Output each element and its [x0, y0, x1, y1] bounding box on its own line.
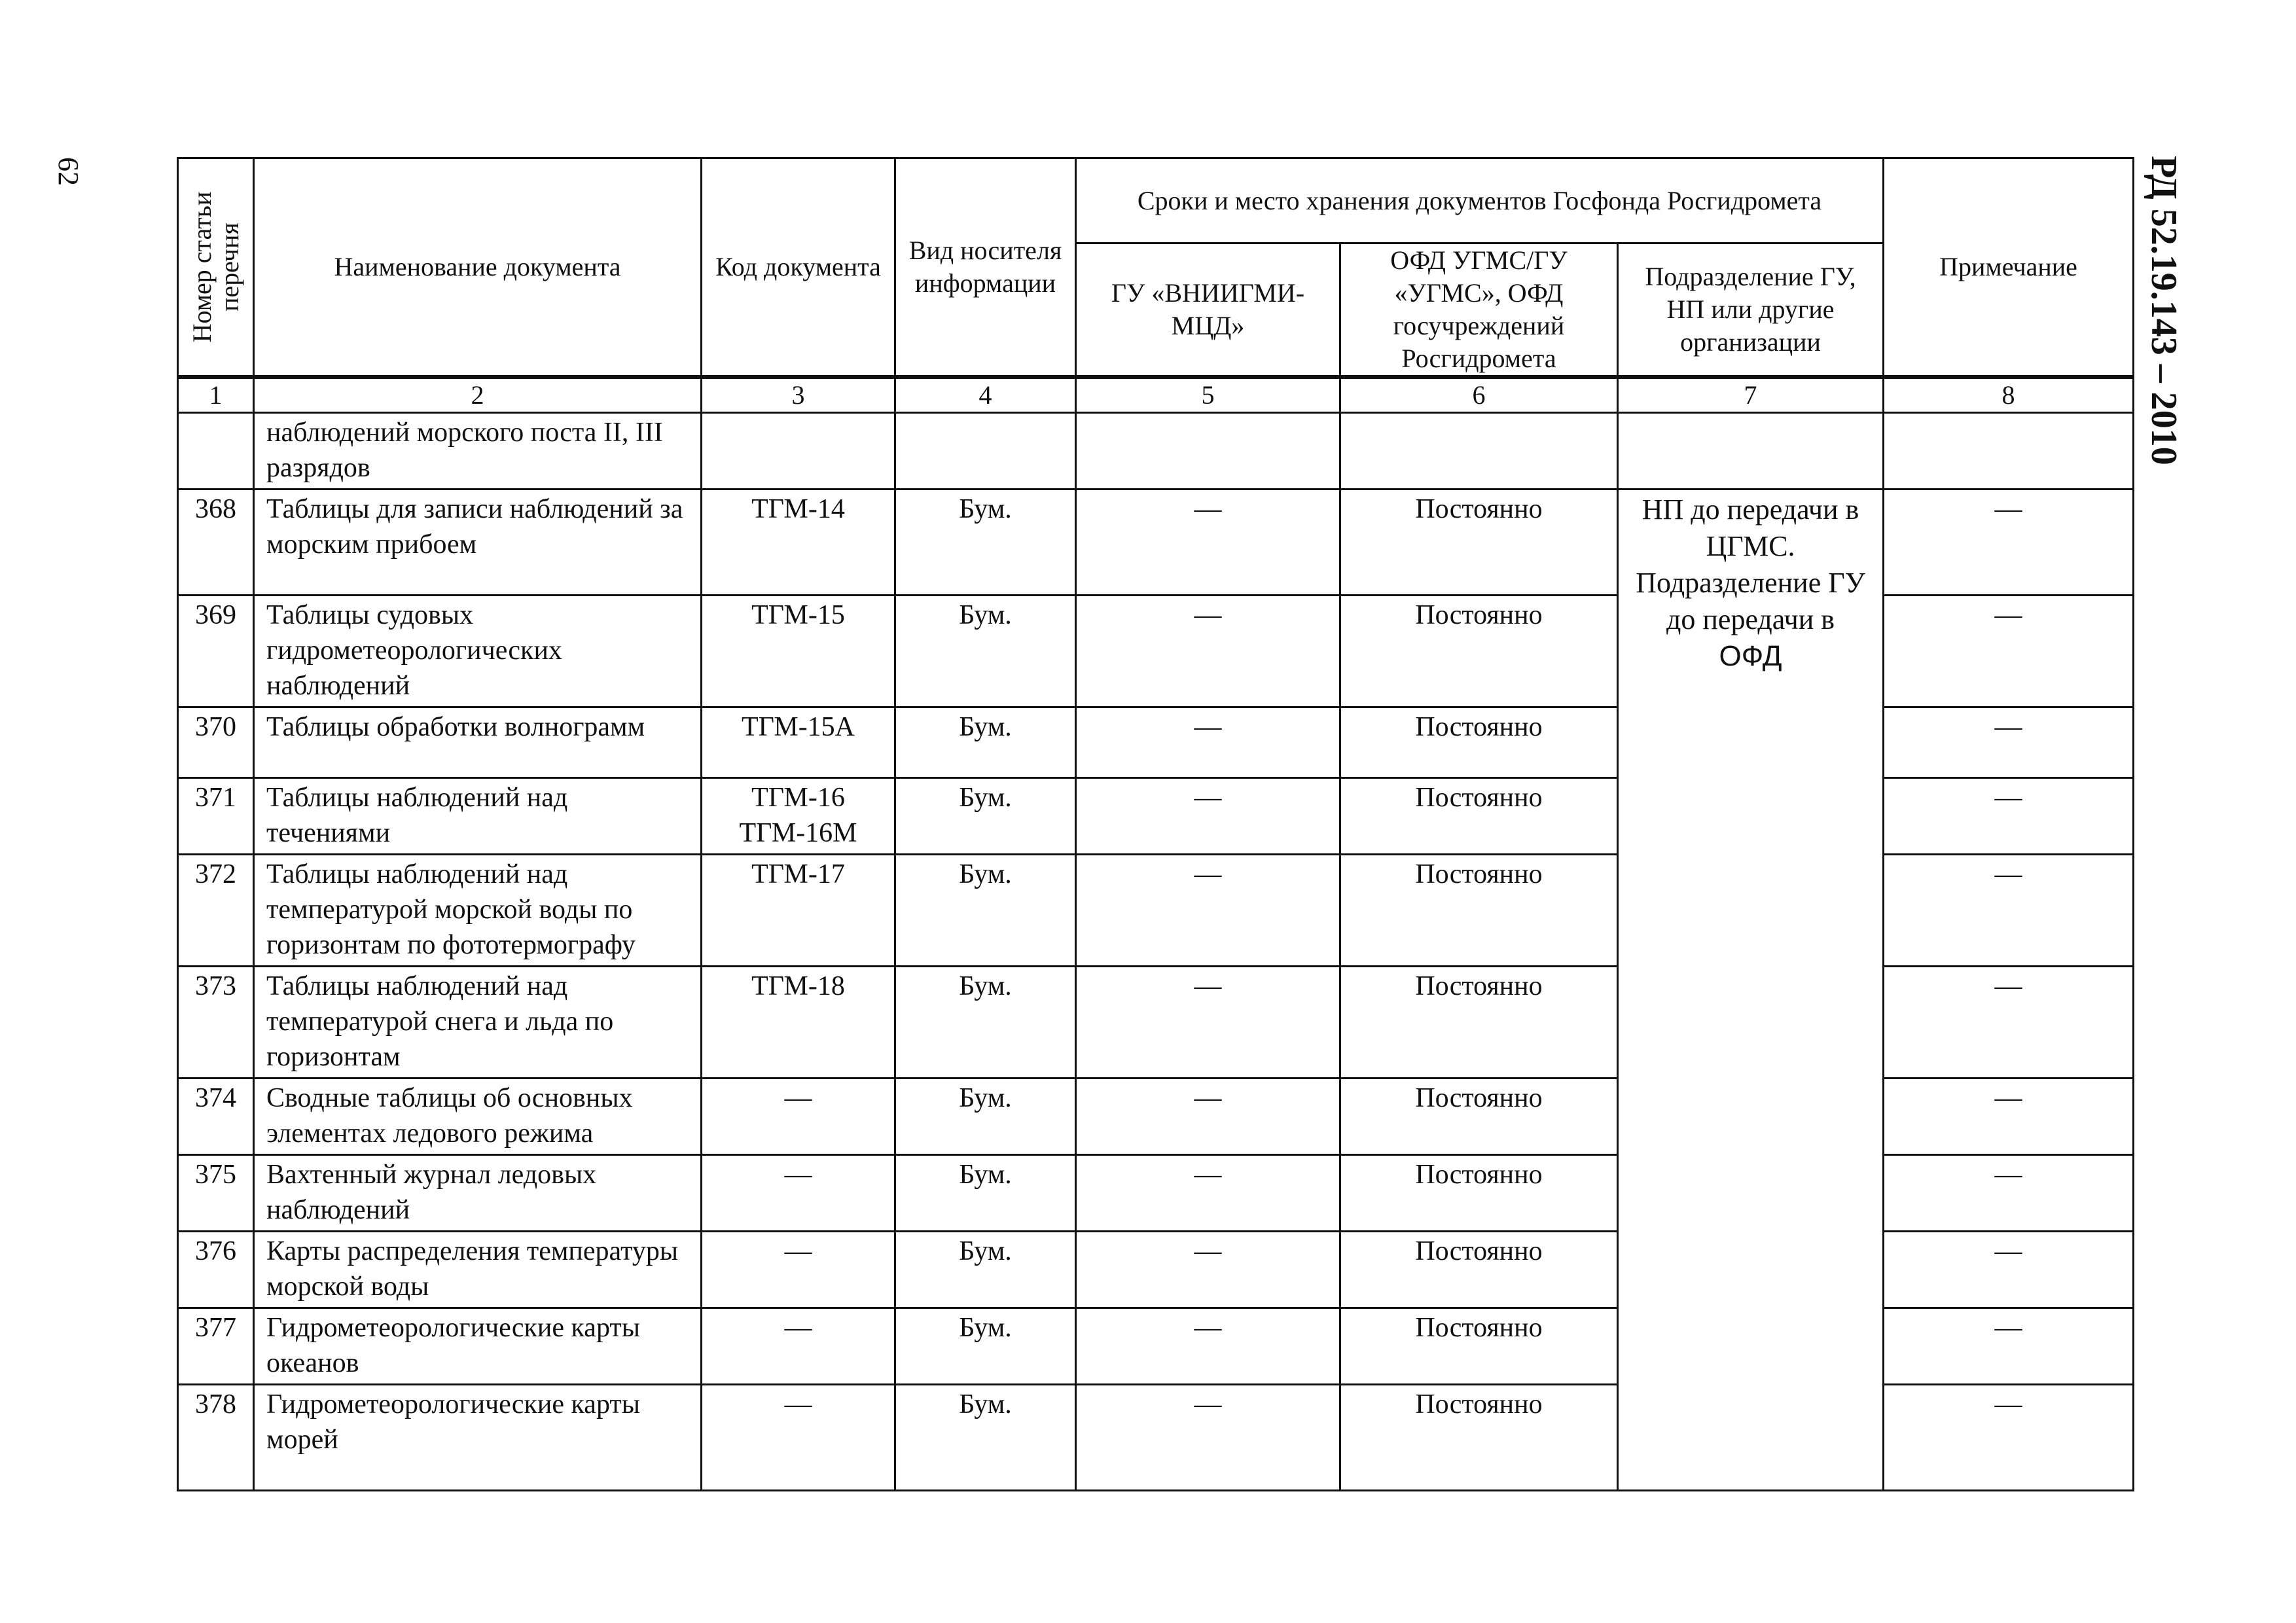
row-ofd: Постоянно [1340, 1232, 1618, 1308]
row-code-cell [702, 413, 895, 490]
row-ofd-cell [1340, 413, 1618, 490]
row-note: — [1884, 778, 2134, 855]
row-code: ТГМ-16 ТГМ-16М [702, 778, 895, 855]
header-article-number-text: Номер статьи перечня [187, 191, 244, 343]
column-number-row [178, 377, 2134, 413]
row-name: Таблицы наблюдений над температурой морской воды по горизонтам по фототермографу [254, 855, 702, 967]
row-ofd: Постоянно [1340, 967, 1618, 1079]
row-number: 368 [178, 490, 254, 596]
row-number: 378 [178, 1385, 254, 1491]
row-vniigmi: — [1076, 1155, 1340, 1232]
row-ofd: Постоянно [1340, 707, 1618, 778]
row-note: — [1884, 967, 2134, 1079]
row-code: — [702, 1308, 895, 1385]
row-vniigmi: — [1076, 967, 1340, 1079]
row-name-cell: наблюдений морского поста II, III разрядов [254, 413, 702, 490]
table-body [178, 377, 2134, 1491]
row-media: Бум. [895, 778, 1076, 855]
merged-storage-line3: ОФД [1719, 640, 1782, 672]
row-media: Бум. [895, 1155, 1076, 1232]
row-code: ТГМ-14 [702, 490, 895, 596]
row-media: Бум. [895, 1385, 1076, 1491]
row-ofd: Постоянно [1340, 1308, 1618, 1385]
row-media: Бум. [895, 707, 1076, 778]
merged-storage-line2: Подразделение ГУ до передачи в [1636, 567, 1865, 635]
row-number: 370 [178, 707, 254, 778]
row-note: — [1884, 1308, 2134, 1385]
header-storage-subdivision: Подразделение ГУ, НП или другие организации [1618, 243, 1884, 378]
row-name: Таблицы наблюдений над течениями [254, 778, 702, 855]
row-name: Таблицы обработки волнограмм [254, 707, 702, 778]
row-note-cell [1884, 413, 2134, 490]
table-row [178, 490, 2134, 596]
header-storage-ofd: ОФД УГМС/ГУ «УГМС», ОФД госучреждений Росгидромета [1340, 243, 1618, 378]
row-ofd: Постоянно [1340, 596, 1618, 707]
row-vniigmi: — [1076, 490, 1340, 596]
row-code: ТГМ-15А [702, 707, 895, 778]
row-code: ТГМ-17 [702, 855, 895, 967]
row-number: 372 [178, 855, 254, 967]
row-note: — [1884, 1232, 2134, 1308]
row-vniigmi-cell [1076, 413, 1340, 490]
row-code: — [702, 1155, 895, 1232]
row-name: Таблицы для записи наблюдений за морским прибоем [254, 490, 702, 596]
table-header [178, 158, 2134, 378]
row-media: Бум. [895, 1079, 1076, 1155]
row-ofd: Постоянно [1340, 778, 1618, 855]
row-vniigmi: — [1076, 855, 1340, 967]
row-name: Сводные таблицы об основных элементах ледового режима [254, 1079, 702, 1155]
row-vniigmi: — [1076, 778, 1340, 855]
document-code: РД 52.19.143 – 2010 [2144, 156, 2184, 465]
row-vniigmi: — [1076, 1232, 1340, 1308]
row-media: Бум. [895, 1232, 1076, 1308]
merged-subdivision-storage [1618, 490, 1884, 1491]
row-ofd: Постоянно [1340, 1155, 1618, 1232]
row-vniigmi: — [1076, 596, 1340, 707]
header-document-code: Код документа [702, 158, 895, 378]
row-code: — [702, 1385, 895, 1491]
row-code: — [702, 1232, 895, 1308]
continuation-row [178, 413, 2134, 490]
row-note: — [1884, 1385, 2134, 1491]
row-vniigmi: — [1076, 1079, 1340, 1155]
row-name: Таблицы наблюдений над температурой снега и льда по горизонтам [254, 967, 702, 1079]
row-number: 376 [178, 1232, 254, 1308]
column-number: 6 [1340, 377, 1618, 413]
row-media: Бум. [895, 490, 1076, 596]
row-number: 373 [178, 967, 254, 1079]
header-storage-vniigmi: ГУ «ВНИИГМИ-МЦД» [1076, 243, 1340, 378]
row-number: 375 [178, 1155, 254, 1232]
column-number: 2 [254, 377, 702, 413]
document-registry-table [177, 157, 2134, 1491]
column-number: 1 [178, 377, 254, 413]
header-media-type: Вид носителя информации [895, 158, 1076, 378]
row-vniigmi: — [1076, 707, 1340, 778]
row-subdivision-cell [1618, 413, 1884, 490]
page-number: 62 [52, 157, 84, 186]
row-name: Гидрометеорологические карты океанов [254, 1308, 702, 1385]
row-ofd: Постоянно [1340, 490, 1618, 596]
row-media: Бум. [895, 1308, 1076, 1385]
row-vniigmi: — [1076, 1385, 1340, 1491]
row-note: — [1884, 596, 2134, 707]
row-number: 371 [178, 778, 254, 855]
row-ofd: Постоянно [1340, 1385, 1618, 1491]
header-article-number [178, 158, 254, 378]
row-note: — [1884, 707, 2134, 778]
row-media-cell [895, 413, 1076, 490]
row-note: — [1884, 1079, 2134, 1155]
row-ofd: Постоянно [1340, 855, 1618, 967]
row-ofd: Постоянно [1340, 1079, 1618, 1155]
row-number: 369 [178, 596, 254, 707]
row-vniigmi: — [1076, 1308, 1340, 1385]
row-name: Вахтенный журнал ледовых наблюдений [254, 1155, 702, 1232]
row-code: ТГМ-15 [702, 596, 895, 707]
row-code: ТГМ-18 [702, 967, 895, 1079]
column-number: 3 [702, 377, 895, 413]
row-media: Бум. [895, 596, 1076, 707]
row-media: Бум. [895, 855, 1076, 967]
header-note: Примечание [1884, 158, 2134, 378]
row-number-cell [178, 413, 254, 490]
row-note: — [1884, 490, 2134, 596]
header-document-name: Наименование документа [254, 158, 702, 378]
row-name: Таблицы судовых гидрометеорологических наблюдений [254, 596, 702, 707]
column-number: 4 [895, 377, 1076, 413]
row-note: — [1884, 855, 2134, 967]
column-number: 8 [1884, 377, 2134, 413]
row-note: — [1884, 1155, 2134, 1232]
row-code: — [702, 1079, 895, 1155]
row-media: Бум. [895, 967, 1076, 1079]
merged-storage-line1: НП до передачи в ЦГМС. [1641, 493, 1859, 562]
row-number: 377 [178, 1308, 254, 1385]
header-storage-group: Сроки и место хранения документов Госфонда Росгидромета [1076, 158, 1884, 243]
row-name: Карты распределения температуры морской воды [254, 1232, 702, 1308]
column-number: 7 [1618, 377, 1884, 413]
row-name: Гидрометеорологические карты морей [254, 1385, 702, 1491]
column-number: 5 [1076, 377, 1340, 413]
row-number: 374 [178, 1079, 254, 1155]
